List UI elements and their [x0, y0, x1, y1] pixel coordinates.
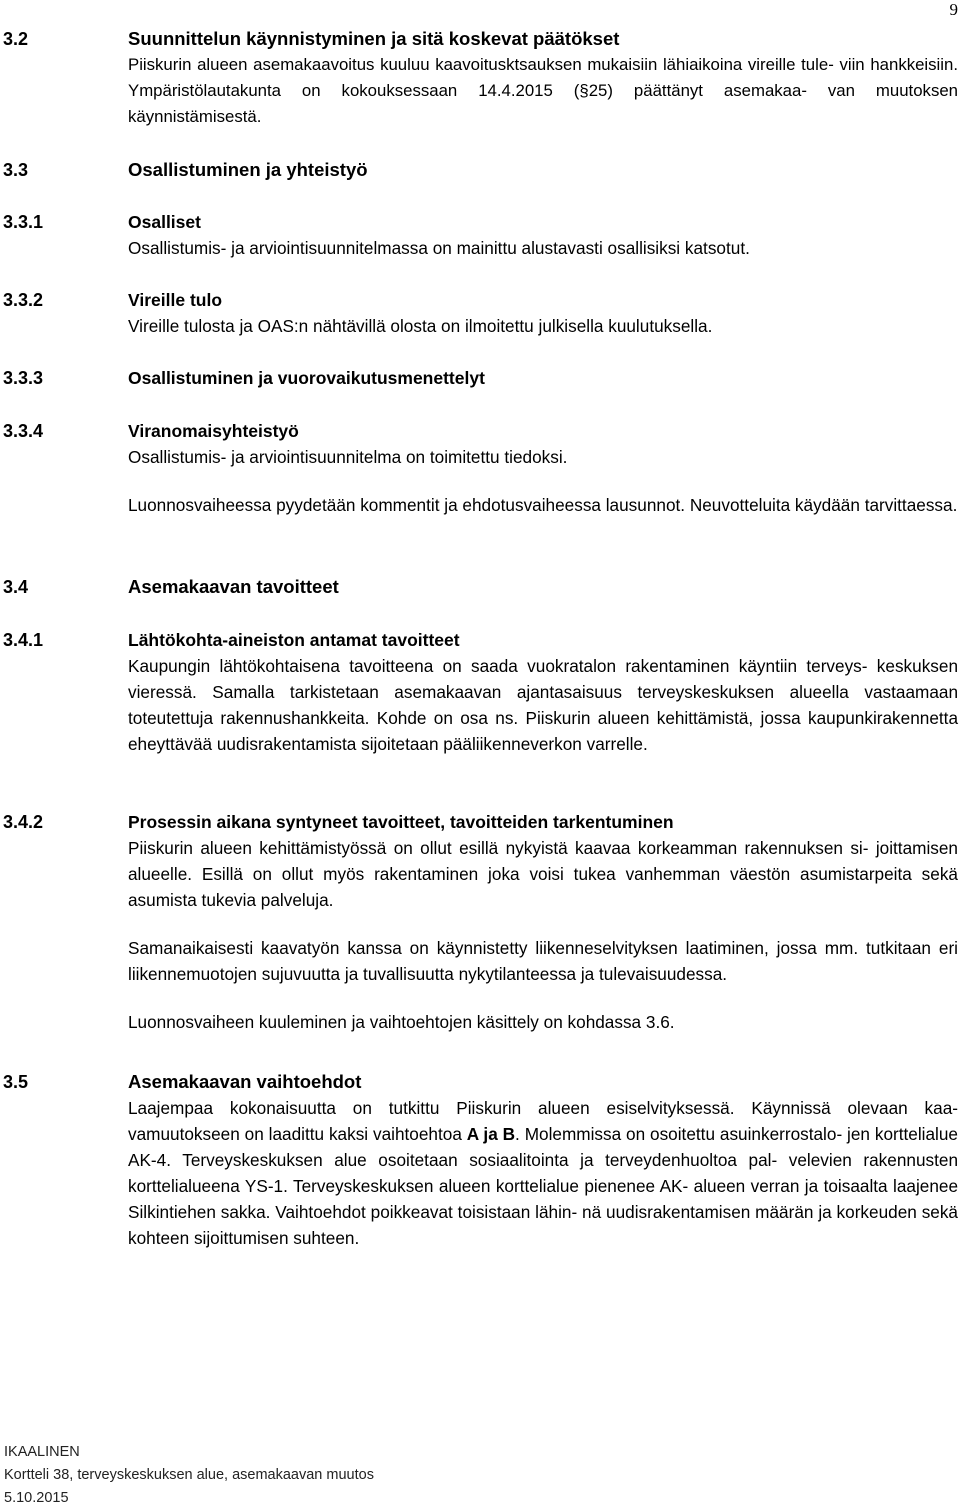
section-title: Lähtökohta-aineiston antamat tavoitteet	[128, 630, 460, 650]
section-title: Osalliset	[128, 212, 201, 232]
alternatives-label: A ja B	[466, 1124, 516, 1144]
section-number: 3.5	[3, 1072, 29, 1092]
section-title: Vireille tulo	[128, 290, 223, 310]
section-text: Vireille tulosta ja OAS:n nähtävillä olosta on ilmoitettu julkisella kuulutuksella.	[128, 316, 713, 336]
section-title: Prosessin aikana syntyneet tavoitteet, tavoitteiden tarkentuminen	[128, 812, 674, 832]
section-text: Luonnosvaiheessa pyydetään kommentit ja ehdotusvaiheessa lausunnot. Neuvotteluita käydään tarvittaessa.	[128, 495, 958, 515]
section-number: 3.3.4	[3, 421, 44, 441]
section-text: Osallistumis- ja arviointisuunnitelma on toimitettu tiedoksi.	[128, 447, 568, 467]
section-title: Asemakaavan tavoitteet	[128, 576, 339, 597]
section-title: Asemakaavan vaihtoehdot	[128, 1071, 362, 1092]
section-title: Osallistuminen ja vuorovaikutusmenettelyt	[128, 368, 485, 388]
section-text: Osallistumis- ja arviointisuunnitelmassa on mainittu alustavasti osallisiksi katsotut.	[128, 238, 750, 258]
section-number: 3.2	[3, 29, 29, 49]
section-number: 3.3.2	[3, 290, 44, 310]
section-title: Osallistuminen ja yhteistyö	[128, 159, 368, 180]
section-title: Viranomaisyhteistyö	[128, 421, 299, 441]
page-number: 9	[949, 0, 958, 19]
section-number: 3.4	[3, 577, 29, 597]
section-number: 3.3.1	[3, 212, 44, 232]
section-text: Samanaikaisesti kaavatyön kanssa on käynnistetty liikenneselvityksen laatiminen, jossa mm. tutkitaan eri liikennemuotojen sujuvuutta ja tuvallisuutta nykytilanteessa ja tulevaisuudessa.	[128, 938, 958, 984]
section-number: 3.4.2	[3, 812, 44, 832]
footer-municipality: IKAALINEN	[4, 1444, 80, 1460]
section-text: Piiskurin alueen asemakaavoitus kuuluu kaavoitusktsauksen mukaisiin lähiaikoina vireille tule- viin hankkeisiin. Ympäristölautakunta on kokouksessaan 14.4.2015 (§25) päättänyt asemakaa- van muutoksen käynnistämisestä.	[128, 55, 958, 126]
section-text: Laajempaa kokonaisuutta on tutkittu Piiskurin alueen esiselvityksessä. Käynnissä olevaan kaa- vamuutokseen on laadittu kaksi vaihtoehtoa A ja B. Molemmissa on osoitettu asuinkerrostalo- jen korttelialue AK-4. Terveyskeskuksen alue osoitetaan sosiaalitointa ja terveydenhuoltoa pal- velevien rakennusten korttelialueena YS-1. Terveyskeskuksen alueen korttelialue pienenee AK- alueen verran ja toisaalta laajenee Silkintiehen sakka. Vaihtoehdot poikkeavat toisistaan lähin- nä uudisrakentamisen määrän ja korkeuden sekä kohteen sijoittumisen suhteen.	[128, 1098, 958, 1248]
section-number: 3.3	[3, 160, 29, 180]
page-footer	[4, 1441, 374, 1510]
section-text: Luonnosvaiheen kuuleminen ja vaihtoehtojen käsittely on kohdassa 3.6.	[128, 1012, 675, 1032]
section-text: Piiskurin alueen kehittämistyössä on ollut esillä nykyistä kaavaa korkeamman rakennuksen si- joittamisen alueelle. Esillä on ollut myös rakentaminen joka voisi tukea vanhemman väestön asumistarpeita sekä asumista tukevia palveluja.	[128, 838, 958, 910]
section-number: 3.4.1	[3, 630, 44, 650]
footer-project: Kortteli 38, terveyskeskuksen alue, asemakaavan muutos	[4, 1467, 374, 1483]
section-title: Suunnittelun käynnistyminen ja sitä koskevat päätökset	[128, 28, 620, 49]
footer-date: 5.10.2015	[4, 1490, 69, 1506]
section-text: Kaupungin lähtökohtaisena tavoitteena on saada vuokratalon rakentaminen käyntiin terveys- keskuksen vieressä. Samalla tarkistetaan asemakaavan ajantasaisuus terveyskeskuksen alueella vastaamaan toteutettuja rakennushankkeita. Kohde on osa ns. Piiskurin alueen kehittämistä, jossa kaupunkirakennetta eheyttävää uudisrakentamista sijoitetaan pääliikenneverkon varrelle.	[128, 656, 958, 754]
section-number: 3.3.3	[3, 368, 44, 388]
